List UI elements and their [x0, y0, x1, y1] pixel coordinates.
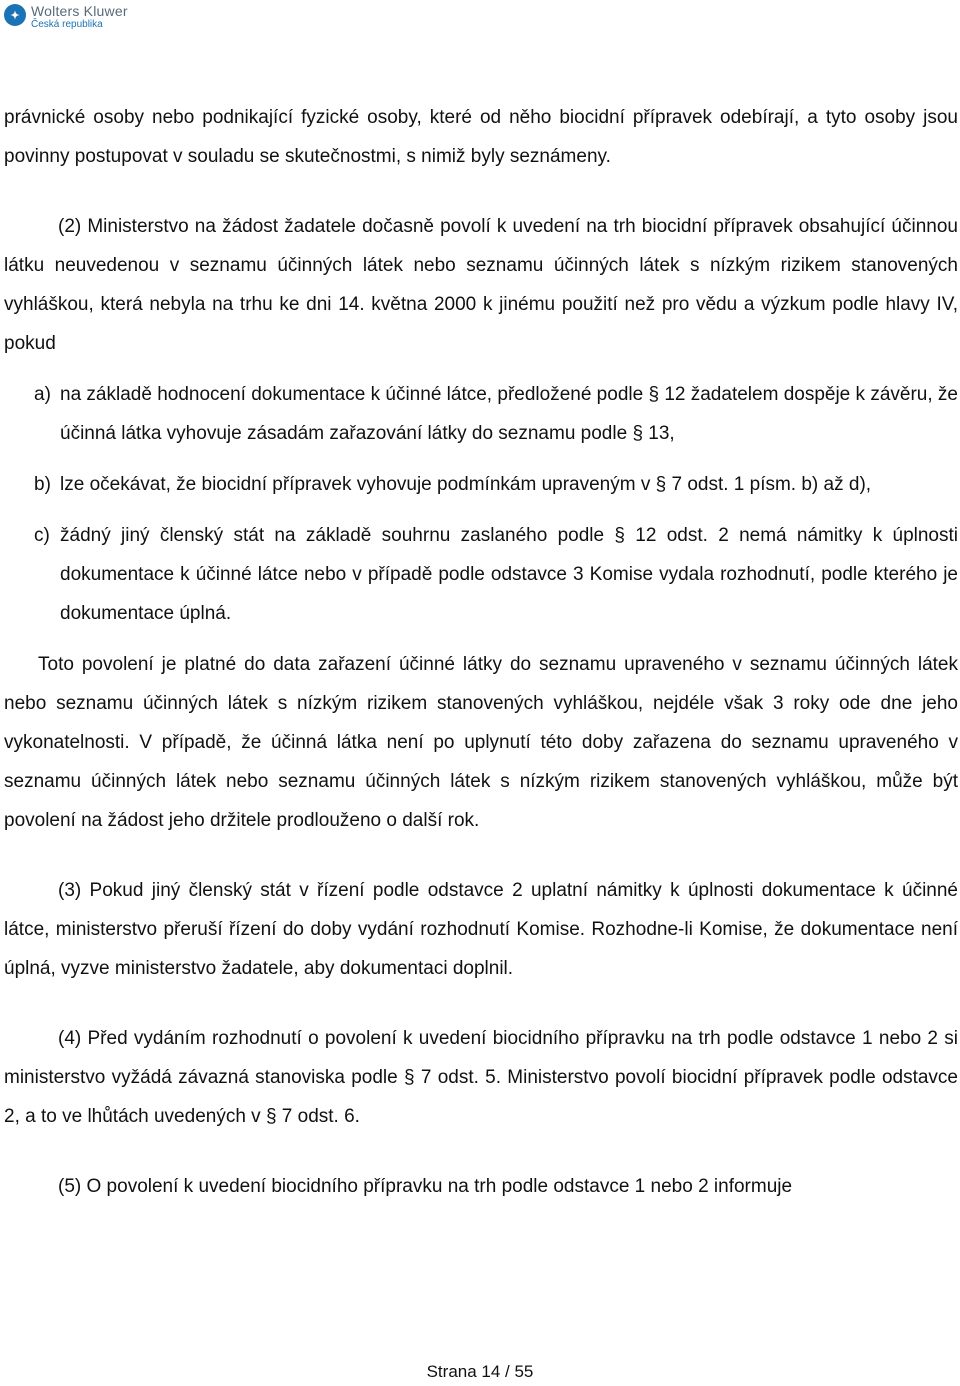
- wolters-kluwer-logo-icon: ✦: [4, 4, 26, 26]
- list-item-c: [34, 516, 958, 633]
- paragraph-5: (5) O povolení k uvedení biocidního přípravku na trh podle odstavce 1 nebo 2 informuje: [58, 1176, 793, 1197]
- paragraph-validity: Toto povolení je platné do data zařazení účinné látky do seznamu upraveného v seznamu účinných látek nebo seznamu účinných látek s nízkým rizikem stanovených vyhláškou, nejdéle však 3 roky ode dne jeho vykonatelnosti. V případě, že účinná látka není po uplynutí této doby zařazena do seznamu upraveného v seznamu účinných látek nebo seznamu účinných látek s nízkým rizikem stanovených vyhláškou, může být povolení na žádost jeho držitele prodlouženo o další rok.: [4, 654, 958, 831]
- list-item-b: [34, 465, 958, 504]
- paragraph-3: (3) Pokud jiný členský stát v řízení podle odstavce 2 uplatní námitky k úplnosti dokumentace k účinné látce, ministerstvo přeruší řízení do doby vydání rozhodnutí Komise. Rozhodne-li Komise, že dokumentace není úplná, vyzve ministerstvo žadatele, aby dokumentaci doplnil.: [4, 880, 958, 979]
- list-item-text: žádný jiný členský stát na základě souhrnu zaslaného podle § 12 odst. 2 nemá námitky k úplnosti dokumentace k účinné látce nebo v případě podle odstavce 3 Komise vydala rozhodnutí, podle kterého je dokumentace úplná.: [60, 525, 958, 624]
- list-marker: b): [34, 474, 51, 495]
- logo-name: Wolters Kluwer: [31, 3, 128, 19]
- list-item-text: na základě hodnocení dokumentace k účinné látce, předložené podle § 12 žadatelem dospěje k závěru, že účinná látka vyhovuje zásadám zařazování látky do seznamu podle § 13,: [60, 384, 958, 444]
- list-item-a: [34, 375, 958, 453]
- list-marker: a): [34, 384, 51, 405]
- paragraph-2: (2) Ministerstvo na žádost žadatele dočasně povolí k uvedení na trh biocidní přípravek obsahující účinnou látku neuvedenou v seznamu účinných látek nebo seznamu účinných látek s nízkým rizikem stanovených vyhláškou, která nebyla na trhu ke dni 14. května 2000 k jinému použití než pro vědu a výzkum podle hlavy IV, pokud: [4, 216, 958, 354]
- document-body: [4, 98, 958, 1206]
- list-item-text: lze očekávat, že biocidní přípravek vyhovuje podmínkám upraveným v § 7 odst. 1 písm. b) až d),: [60, 474, 872, 495]
- logo-subtitle: Česká republika: [31, 19, 103, 30]
- list-marker: c): [34, 525, 50, 546]
- publisher-logo: [4, 4, 128, 30]
- paragraph-intro: právnické osoby nebo podnikající fyzické osoby, které od něho biocidní přípravek odebírají, a tyto osoby jsou povinny postupovat v souladu se skutečnostmi, s nimiž byly seznámeny.: [4, 107, 958, 167]
- paragraph-4: (4) Před vydáním rozhodnutí o povolení k uvedení biocidního přípravku na trh podle odstavce 1 nebo 2 si ministerstvo vyžádá závazná stanoviska podle § 7 odst. 5. Ministerstvo povolí biocidní přípravek podle odstavce 2, a to ve lhůtách uvedených v § 7 odst. 6.: [4, 1028, 958, 1127]
- page-number: Strana 14 / 55: [426, 1362, 534, 1381]
